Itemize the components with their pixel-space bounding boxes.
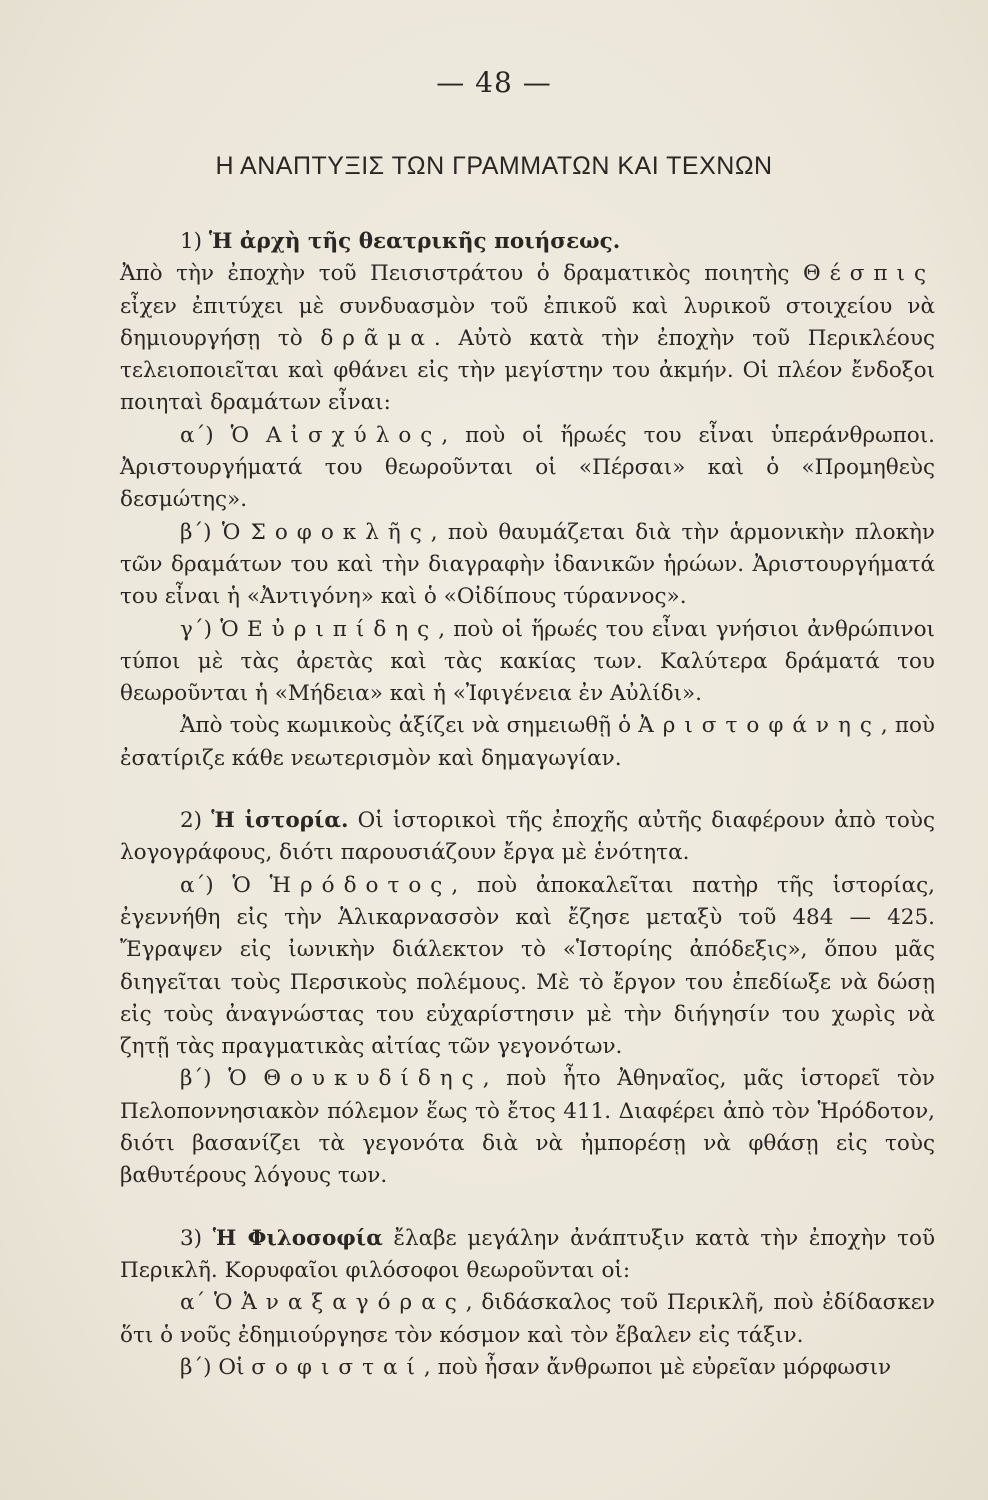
- section-2-heading: Ἡ ἱστορία.: [211, 808, 349, 834]
- section-3-heading-paragraph: 3) Ἡ Φιλοσοφία ἔλαβε μεγάλην ἀνάπτυξιν κατὰ τὴν ἐποχὴν τοῦ Περικλῆ. Κορυφαῖοι φιλόσοφοι θεωροῦνται οἱ:: [120, 1225, 936, 1283]
- page-body: [120, 226, 935, 1384]
- name-euripides: Εὐριπίδης: [246, 616, 439, 642]
- name-sophocles: Σοφοκλῆς: [250, 519, 431, 545]
- section-2-number: 2): [180, 808, 212, 834]
- section-1-item-b: β΄) Ὁ Σοφοκλῆς, ποὺ θαυμάζεται διὰ τὴν ἁρμονικὴν πλοκὴν τῶν δραμάτων του καὶ τὴν διαγραφὴν ἰδανικῶν ἡρώων. Ἀριστουργήματά του εἶναι ἡ «Ἀντιγόνη» καὶ ὁ «Οἰδίπους τύραννος».: [120, 519, 935, 610]
- word-sophists: σοφισταί: [251, 1354, 424, 1380]
- name-aeschylus: Αἰσχύλος: [266, 422, 442, 448]
- chapter-title: Η ΑΝΑΠΤΥΞΙΣ ΤΩΝ ΓΡΑΜΜΑΤΩΝ ΚΑΙ ΤΕΧΝΩΝ: [215, 152, 773, 180]
- section-3-heading: Ἡ Φιλοσοφία: [212, 1225, 383, 1251]
- section-3-item-b: β΄) Οἱ σοφισταί, ποὺ ἦσαν ἄνθρωποι μὲ εὐρεῖαν μόρφωσιν: [180, 1354, 892, 1380]
- name-thucydides: Θουκυδίδης: [263, 1066, 483, 1092]
- name-herodotus: Ἡρόδοτος: [269, 872, 452, 898]
- name-anaxagoras: Ἀναξαγόρας: [241, 1290, 466, 1316]
- section-1-comic: Ἀπὸ τοὺς κωμικοὺς ἀξίζει νὰ σημειωθῇ ὁ Ἀριστοφάνης, ποὺ ἐσατίριζε κάθε νεωτερισμὸν καὶ δημαγωγίαν.: [120, 713, 935, 771]
- section-1-item-c: γ΄) Ὁ Εὐριπίδης, ποὺ οἱ ἥρωές του εἶναι γνήσιοι ἀνθρώπινοι τύποι μὲ τὰς ἀρετὰς καὶ τὰς κακίας των. Καλύτερα δράματά του θεωροῦνται ἡ «Μήδεια» καὶ ἡ «Ἰφιγένεια ἐν Αὐλίδι».: [120, 616, 935, 707]
- section-1-number: 1): [180, 229, 209, 254]
- section-1-heading: Ἡ ἀρχὴ τῆς θεατρικῆς ποιήσεως.: [208, 229, 621, 254]
- section-3-item-a: α΄ Ὁ Ἀναξαγόρας, διδάσκαλος τοῦ Περικλῆ, ποὺ ἐδίδασκεν ὅτι ὁ νοῦς ἐδημιούργησε τὸν κόσμον καὶ τὸν ἔβαλεν εἰς τάξιν.: [120, 1290, 935, 1348]
- page-number: — 48 —: [436, 66, 552, 99]
- section-1-heading-paragraph: [120, 226, 935, 258]
- section-2-item-a: α΄) Ὁ Ἡρόδοτος, ποὺ ἀποκαλεῖται πατὴρ τῆς ἱστορίας, ἐγεννήθη εἰς τὴν Ἁλικαρνασσὸν καὶ ἔζησε μεταξὺ τοῦ 484 — 425. Ἔγραψεν εἰς ἰωνικὴν διάλεκτον τὸ «Ἱστορίης ἀπόδεξις», ὅπου μᾶς διηγεῖται τοὺς Περσικοὺς πολέμους. Μὲ τὸ ἔργον του ἐπεδίωξε νὰ δώσῃ εἰς τοὺς ἀναγνώστας του εὐχαρίστησιν μὲ τὴν διήγησίν του χωρὶς νὰ ζητῇ τὰς πραγματικὰς αἰτίας τῶν γεγονότων.: [120, 872, 935, 1060]
- name-aristophanes: Ἀριστοφάνης: [638, 713, 881, 739]
- word-drama: δρᾶμα: [320, 325, 434, 351]
- section-1-item-a: α΄) Ὁ Αἰσχύλος, ποὺ οἱ ἥρωές του εἶναι ὑπεράνθρωποι. Ἀριστουργήματά του θεωροῦνται οἱ «Πέρσαι» καὶ ὁ «Προμηθεὺς δεσμώτης».: [120, 422, 936, 513]
- section-2-heading-paragraph: 2) Ἡ ἱστορία. Οἱ ἱστορικοὶ τῆς ἐποχῆς αὐτῆς διαφέρουν ἀπὸ τοὺς λογογράφους, διότι παρουσιάζουν ἔργα μὲ ἑνότητα.: [120, 808, 935, 866]
- section-2-item-b: β΄) Ὁ Θουκυδίδης, ποὺ ἦτο Ἀθηναῖος, μᾶς ἱστορεῖ τὸν Πελοποννησιακὸν πόλεμον ἕως τὸ ἔτος 411. Διαφέρει ἀπὸ τὸν Ἡρόδοτον, διότι βασανίζει τὰ γεγονότα διὰ νὰ ἠμπορέσῃ νὰ φθάσῃ εἰς τοὺς βαθυτέρους λόγους των.: [120, 1066, 935, 1189]
- section-3-number: 3): [180, 1225, 213, 1251]
- name-thespis: Θέσπις: [802, 261, 935, 287]
- section-1-intro: Ἀπὸ τὴν ἐποχὴν τοῦ Πεισιστράτου ὁ δραματικὸς ποιητὴς Θέσπις εἶχεν ἐπιτύχει μὲ συνδυασμὸν τοῦ ἐπικοῦ καὶ λυρικοῦ στοιχείου νὰ δημιουργήσῃ τὸ δρᾶμα. Αὐτὸ κατὰ τὴν ἐποχὴν τοῦ Περικλέους τελειοποιεῖται καὶ φθάνει εἰς τὴν μεγίστην του ἀκμήν. Οἱ πλέον ἔνδοξοι ποιηταὶ δραμάτων εἶναι:: [120, 261, 935, 416]
